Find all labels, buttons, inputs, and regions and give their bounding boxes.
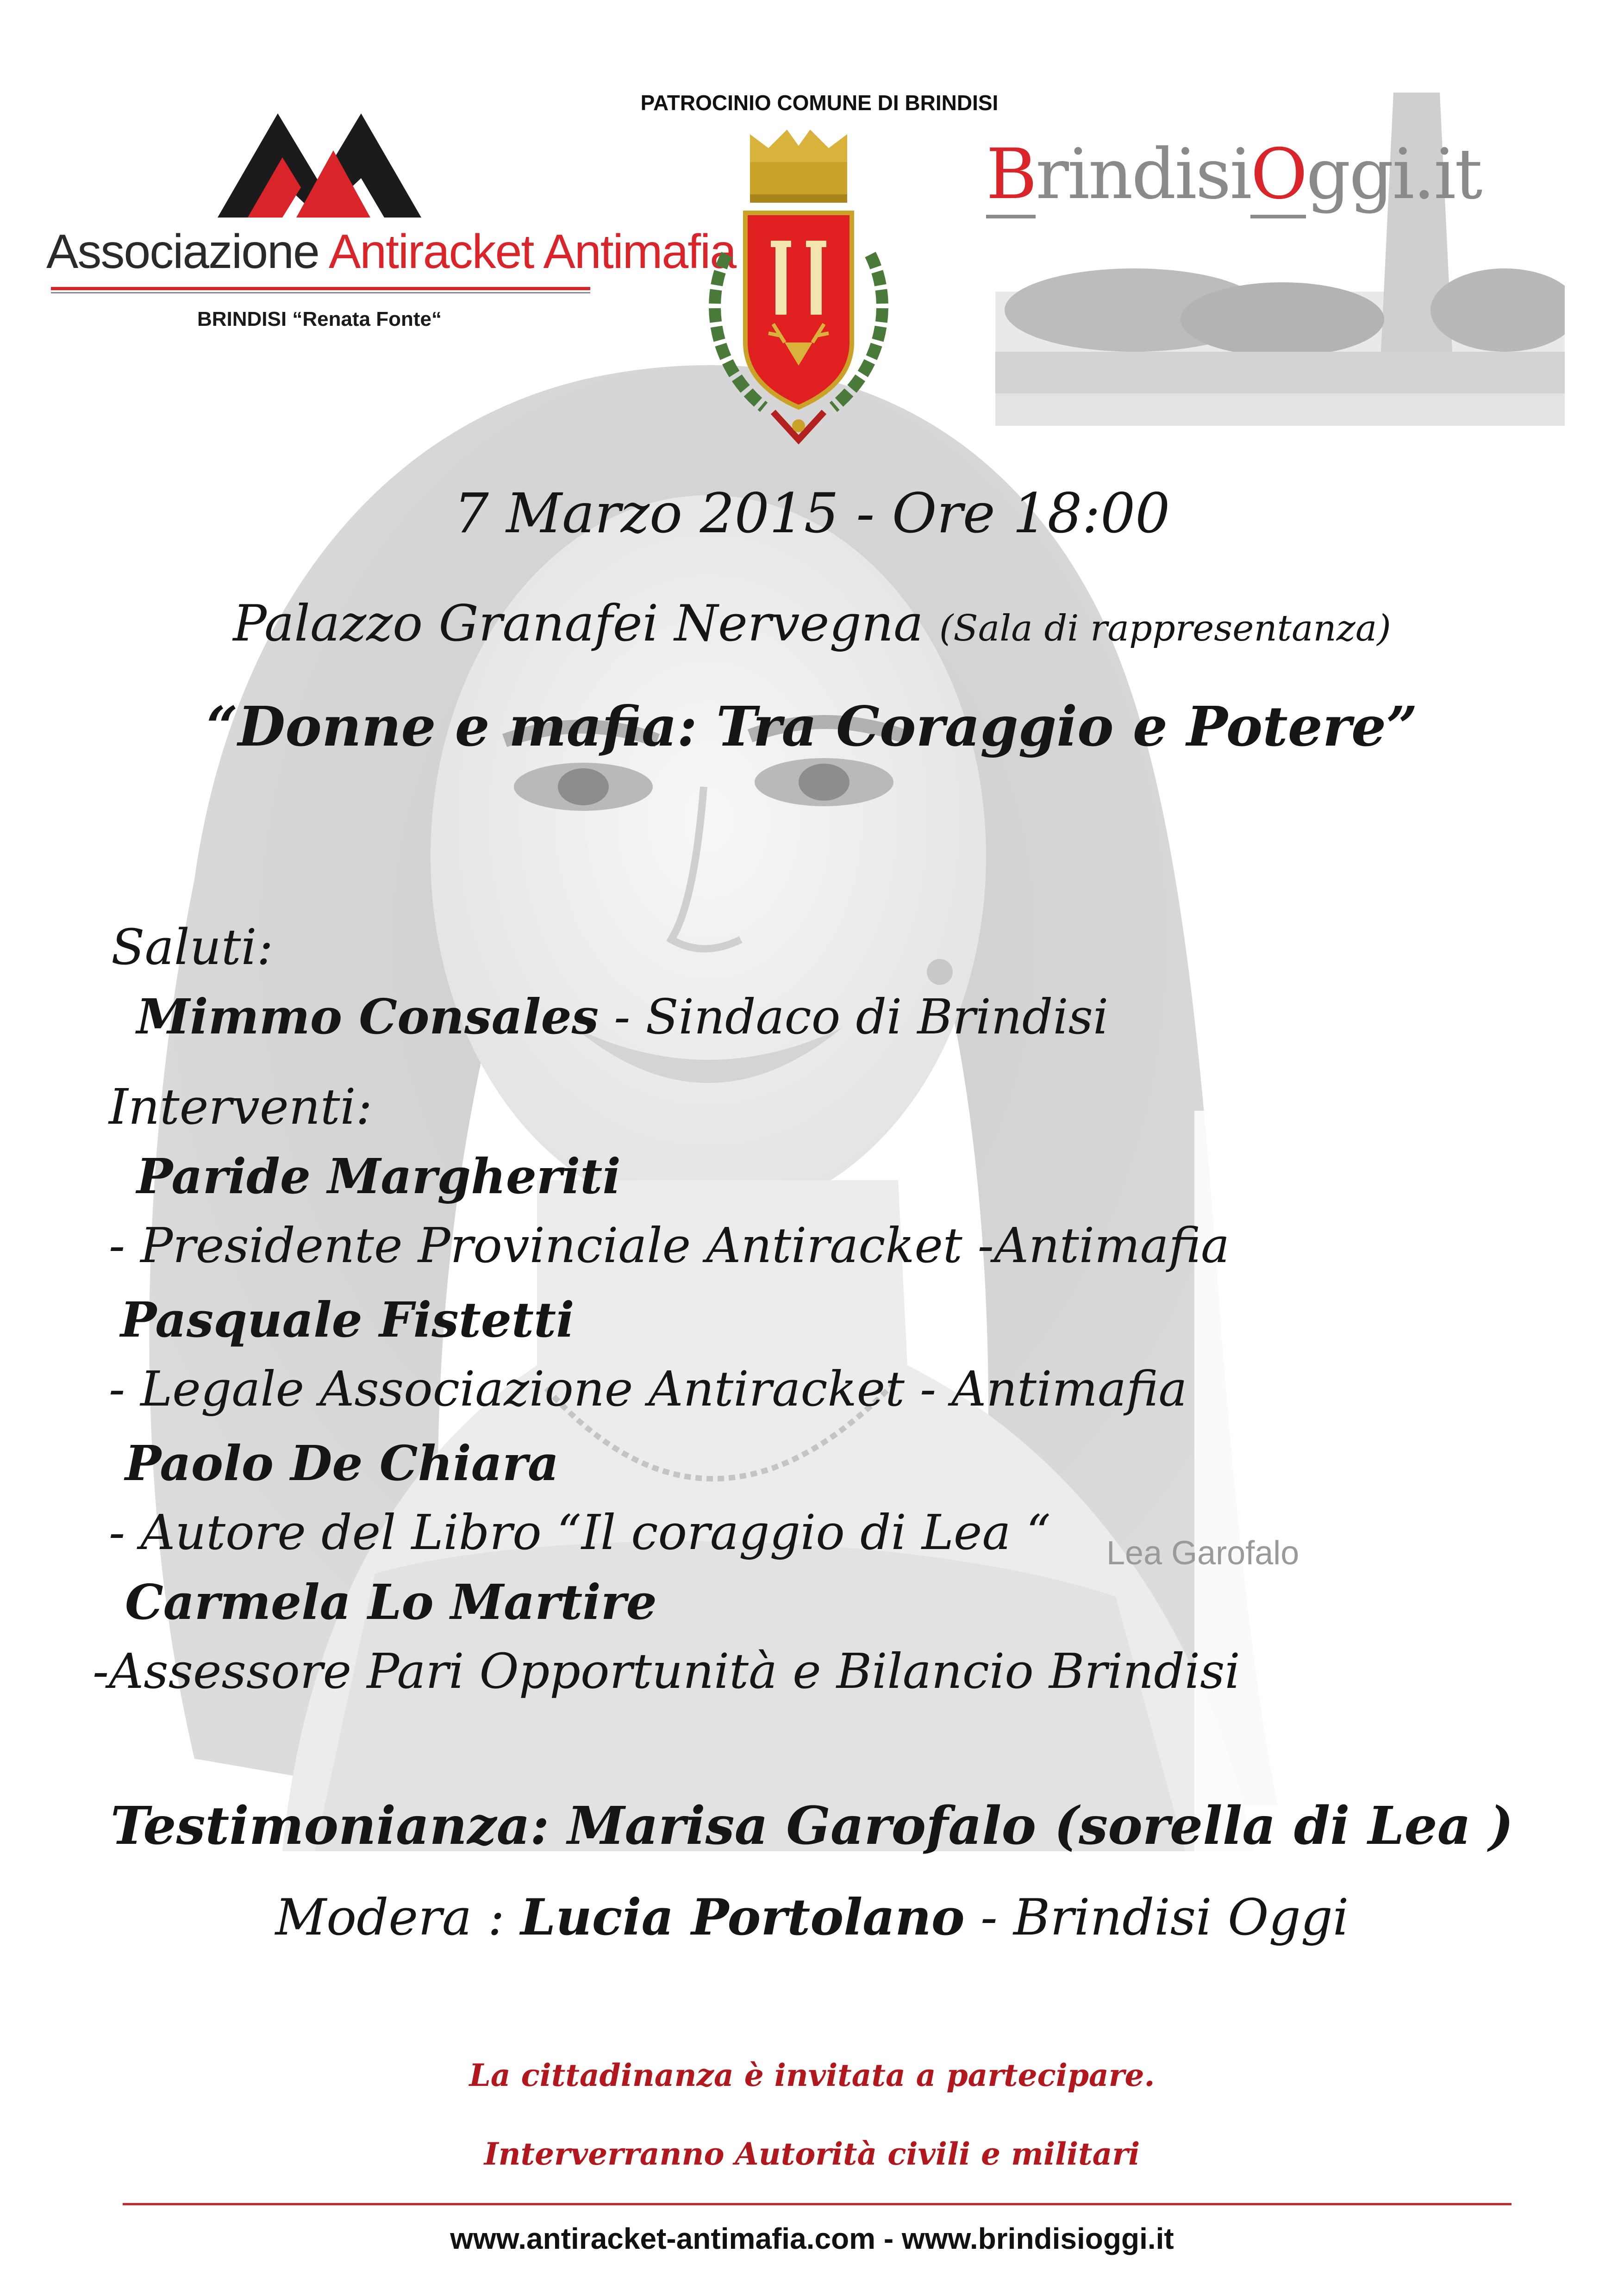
greetings-role: - Sindaco di Brindisi	[599, 989, 1109, 1045]
venue-room: (Sala di rappresentanza)	[939, 608, 1391, 649]
event-date-time: 7 Marzo 2015 - Ore 18:00	[454, 481, 1170, 545]
venue-name: Palazzo Granafei Nervegna	[233, 595, 924, 653]
speaker-name: Paolo De Chiara	[125, 1435, 559, 1492]
coat-of-arms-icon	[694, 125, 903, 454]
brindisioggi-wordmark: BrindisiOggi.it	[986, 134, 1542, 215]
moderator	[0, 1888, 1624, 1947]
photo-caption: Lea Garofalo	[1106, 1535, 1299, 1572]
moderator-name: Lucia Portolano	[520, 1888, 965, 1947]
speaker-role: - Autore del Libro “Il coraggio di Lea “	[109, 1504, 1051, 1561]
event-title: “Donne e mafia: Tra Coraggio e Potere”	[206, 694, 1418, 759]
greetings-label: Saluti:	[111, 919, 274, 976]
greetings-entry	[137, 988, 1108, 1045]
speaker-name: Pasquale Fistetti	[120, 1291, 575, 1348]
association-name: Associazione Antiracket Antimafia	[46, 225, 736, 279]
speaker-role: - Presidente Provinciale Antiracket -Antimafia	[109, 1217, 1230, 1274]
footer-divider	[123, 2203, 1512, 2205]
association-logo	[46, 109, 736, 330]
speaker-role: -Assessore Pari Opportunità e Bilancio Brindisi	[93, 1643, 1240, 1699]
event-venue	[0, 595, 1624, 653]
invite-note: La cittadinanza è invitata a partecipare.	[469, 2057, 1155, 2093]
greetings-name: Mimmo Consales	[137, 988, 599, 1045]
testimony: Testimonianza: Marisa Garofalo (sorella di Lea )	[110, 1796, 1514, 1856]
logo-red-rule	[51, 287, 590, 290]
authorities-note: Interverranno Autorità civili e militari	[484, 2136, 1140, 2172]
speaker-name: Carmela Lo Martire	[125, 1574, 657, 1630]
moderator-label: Modera :	[275, 1889, 521, 1947]
speakers-label: Interventi:	[109, 1078, 373, 1135]
speaker-name: Paride Margheriti	[137, 1148, 621, 1205]
association-subtitle: BRINDISI “Renata Fonte“	[197, 308, 442, 330]
brindisioggi-logo	[926, 93, 1565, 426]
mountain-logo-icon	[204, 109, 444, 220]
speaker-role: - Legale Associazione Antiracket - Antimafia	[109, 1361, 1187, 1417]
logo-gray-rule	[51, 292, 590, 293]
moderator-org: - Brindisi Oggi	[964, 1889, 1349, 1947]
patronage-label: PATROCINIO COMUNE DI BRINDISI	[640, 91, 999, 115]
footer-links: www.antiracket-antimafia.com - www.brindisioggi.it	[450, 2222, 1174, 2255]
